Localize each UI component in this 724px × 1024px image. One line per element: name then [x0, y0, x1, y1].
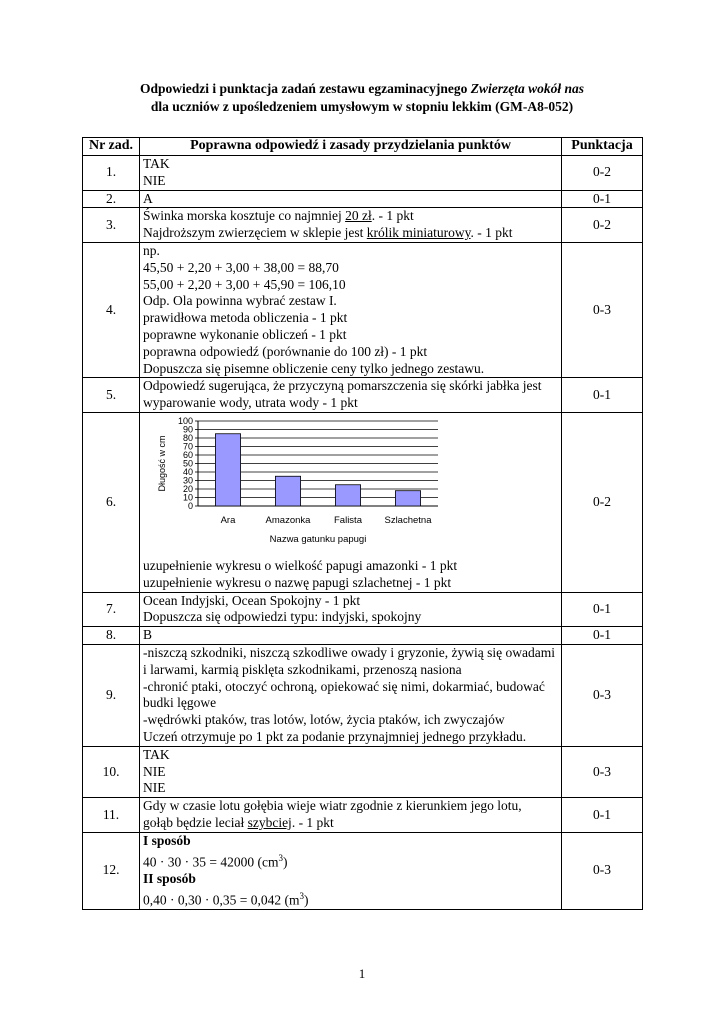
row-number: 5.	[83, 378, 140, 413]
answer-cell: Świnka morska kosztuje co najmniej 20 zł. - 1 pkt Najdroższym zwierzęciem w sklepie jest królik miniaturowy. - 1 pkt	[140, 208, 562, 243]
points-cell: 0-1	[562, 627, 643, 645]
x-axis-label: Nazwa gatunku papugi	[269, 533, 367, 545]
document-title-line-2: dla uczniów z upośledzeniem umysłowym w stopniu lekkim (GM-A8-052)	[150, 99, 574, 114]
document-title-line-1: Odpowiedzi i punktacja zadań zestawu egzaminacyjnego Zwierzęta wokół nas	[139, 81, 584, 96]
table-row	[83, 378, 643, 413]
y-tick-label: 10	[182, 492, 193, 503]
table-row	[83, 746, 643, 797]
x-tick-label: Szlachetna	[384, 514, 432, 526]
y-tick-label: 20	[182, 483, 193, 494]
points-cell: 0-3	[562, 644, 643, 746]
row-number: 7.	[83, 592, 140, 627]
page-number: 1	[358, 966, 366, 981]
points-cell: 0-1	[562, 798, 643, 833]
y-tick-label: 70	[182, 441, 193, 452]
table-row	[83, 412, 643, 592]
row-number: 9.	[83, 644, 140, 746]
row-number: 11.	[83, 798, 140, 833]
answer-cell: B	[140, 627, 562, 645]
answers-table	[82, 137, 643, 910]
bar-amazonka	[275, 476, 300, 506]
row-number: 6.	[83, 412, 140, 592]
table-row	[83, 156, 643, 191]
table-row	[83, 644, 643, 746]
x-tick-label: Amazonka	[265, 514, 311, 526]
table-row	[83, 208, 643, 243]
table-row	[83, 832, 643, 909]
header-points: Punktacja	[562, 138, 643, 156]
y-axis-label: Długość w cm	[157, 435, 167, 492]
table-row	[83, 190, 643, 208]
table-row	[83, 798, 643, 833]
bar-ara	[215, 434, 240, 506]
row-number: 2.	[83, 190, 140, 208]
x-tick-label: Ara	[220, 514, 236, 526]
answer-cell: I sposób 40 · 30 · 35 = 42000 $(cm^3)$ II sposób 0,40 · 0,30 · 0,35 = 0,042 $(m^3)$	[140, 832, 562, 909]
answer-cell: TAK NIE NIE	[140, 746, 562, 797]
y-tick-label: 40	[182, 466, 193, 477]
points-cell: 0-2	[562, 412, 643, 592]
points-cell: 0-1	[562, 378, 643, 413]
bar-chart	[143, 413, 558, 558]
row-number: 4.	[83, 242, 140, 377]
points-cell: 0-3	[562, 746, 643, 797]
table-row	[83, 627, 643, 645]
points-cell: 0-3	[562, 832, 643, 909]
answer-cell: -niszczą szkodniki, niszczą szkodliwe owady i gryzonie, żywią się owadami i larwami, karmią pisklęta szkodnikami, przenoszą nasiona -chronić ptaki, otoczyć ochroną, opiekować się nimi, dokarmiać, budować budki lęgowe -wędrówki ptaków, tras lotów, lotów, życia ptaków, ich zwyczajów Uczeń otrzymuje po 1 pkt za podanie przynajmniej jednego przykładu.	[140, 644, 562, 746]
row-number: 12.	[83, 832, 140, 909]
header-nr: Nr zad.	[83, 138, 140, 156]
points-cell: 0-1	[562, 592, 643, 627]
header-answer: Poprawna odpowiedź i zasady przydzielania punktów	[140, 138, 562, 156]
table-row	[83, 592, 643, 627]
y-tick-label: 80	[182, 432, 193, 443]
answer-cell: A	[140, 190, 562, 208]
bar-chart-svg	[143, 413, 473, 558]
x-tick-label: Falista	[334, 514, 362, 526]
answer-cell: TAK NIE	[140, 156, 562, 191]
y-tick-label: 60	[182, 449, 193, 460]
y-tick-label: 50	[182, 458, 193, 469]
y-tick-label: 90	[182, 424, 193, 435]
points-cell: 0-1	[562, 190, 643, 208]
points-cell: 0-2	[562, 208, 643, 243]
y-tick-label: 30	[182, 475, 193, 486]
bar-falista	[335, 485, 360, 506]
points-cell: 0-3	[562, 242, 643, 377]
answer-cell: 0 10 20 30 40 50 60 70 80 90 100 Ara Amazonka Falista Szlachetna Nazwa gatunku papugi Długość w cm uzupełnienie wykresu o wielkość papugi amazonki - 1 pkt uzupełnienie wykresu o nazwę papugi szlachetnej - 1 pkt	[140, 412, 562, 592]
y-tick-label: 0	[187, 500, 193, 511]
row-number: 3.	[83, 208, 140, 243]
answer-cell: Gdy w czasie lotu gołębia wieje wiatr zgodnie z kierunkiem jego lotu, gołąb będzie leciał szybciej. - 1 pkt	[140, 798, 562, 833]
answer-cell: Ocean Indyjski, Ocean Spokojny - 1 pkt Dopuszcza się odpowiedzi typu: indyjski, spokojny	[140, 592, 562, 627]
answer-cell: Odpowiedź sugerująca, że przyczyną pomarszczenia się skórki jabłka jest wyparowanie wody, utrata wody - 1 pkt	[140, 378, 562, 413]
y-tick-label: 100	[177, 415, 193, 426]
table-header-row	[83, 138, 643, 156]
row-number: 1.	[83, 156, 140, 191]
row-number: 10.	[83, 746, 140, 797]
table-row	[83, 242, 643, 377]
answer-cell: np. 45,50 + 2,20 + 3,00 + 38,00 = 88,70 55,00 + 2,20 + 3,00 + 45,90 = 106,10 Odp. Ola powinna wybrać zestaw I. prawidłowa metoda obliczenia - 1 pkt poprawne wykonanie obliczeń - 1 pkt poprawna odpowiedź (porównanie do 100 zł) - 1 pkt Dopuszcza się pisemne obliczenie ceny tylko jednego zestawu.	[140, 242, 562, 377]
points-cell: 0-2	[562, 156, 643, 191]
bar-szlachetna	[395, 491, 420, 506]
row-number: 8.	[83, 627, 140, 645]
